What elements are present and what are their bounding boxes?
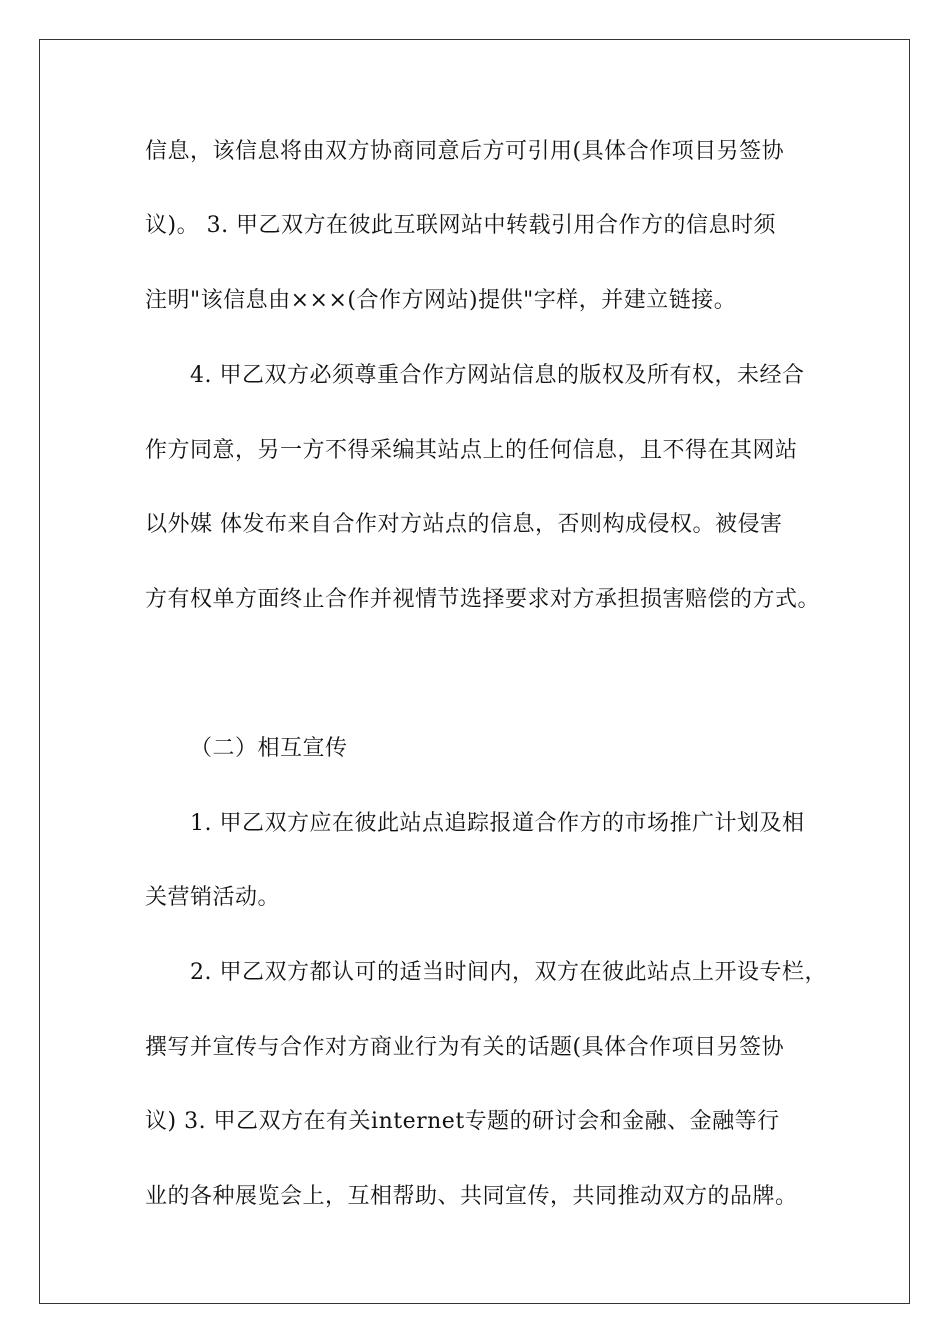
text-line: 4. 甲乙双方必须尊重合作方网站信息的版权及所有权，未经合 (190, 363, 805, 388)
text-line: 以外媒 体发布来自合作对方站点的信息，否则构成侵权。被侵害 (145, 512, 783, 537)
text-line: 关营销活动。 (145, 885, 281, 910)
text-line: 议)。 3. 甲乙双方在彼此互联网站中转载引用合作方的信息时须 (145, 213, 777, 238)
text-line: 议) 3. 甲乙双方在有关internet专题的研讨会和金融、金融等行 (145, 1109, 780, 1134)
section-heading: （二）相互宣传 (190, 736, 348, 761)
text-line: 注明"该信息由×××(合作方网站)提供"字样，并建立链接。 (145, 288, 737, 313)
text-line: 业的各种展览会上，互相帮助、共同宣传，共同推动双方的品牌。 (145, 1184, 798, 1209)
text-line: 方有权单方面终止合作并视情节选择要求对方承担损害赔偿的方式。 (145, 587, 821, 612)
text-line: 信息，该信息将由双方协商同意后方可引用(具体合作项目另签协 (145, 139, 785, 164)
text-line: 撰写并宣传与合作对方商业行为有关的话题(具体合作项目另签协 (145, 1035, 785, 1060)
text-line: 作方同意，另一方不得采编其站点上的任何信息，且不得在其网站 (145, 438, 798, 463)
text-line: 2. 甲乙双方都认可的适当时间内，双方在彼此站点上开设专栏， (190, 960, 827, 985)
text-line: 1. 甲乙双方应在彼此站点追踪报道合作方的市场推广计划及相 (190, 811, 805, 836)
